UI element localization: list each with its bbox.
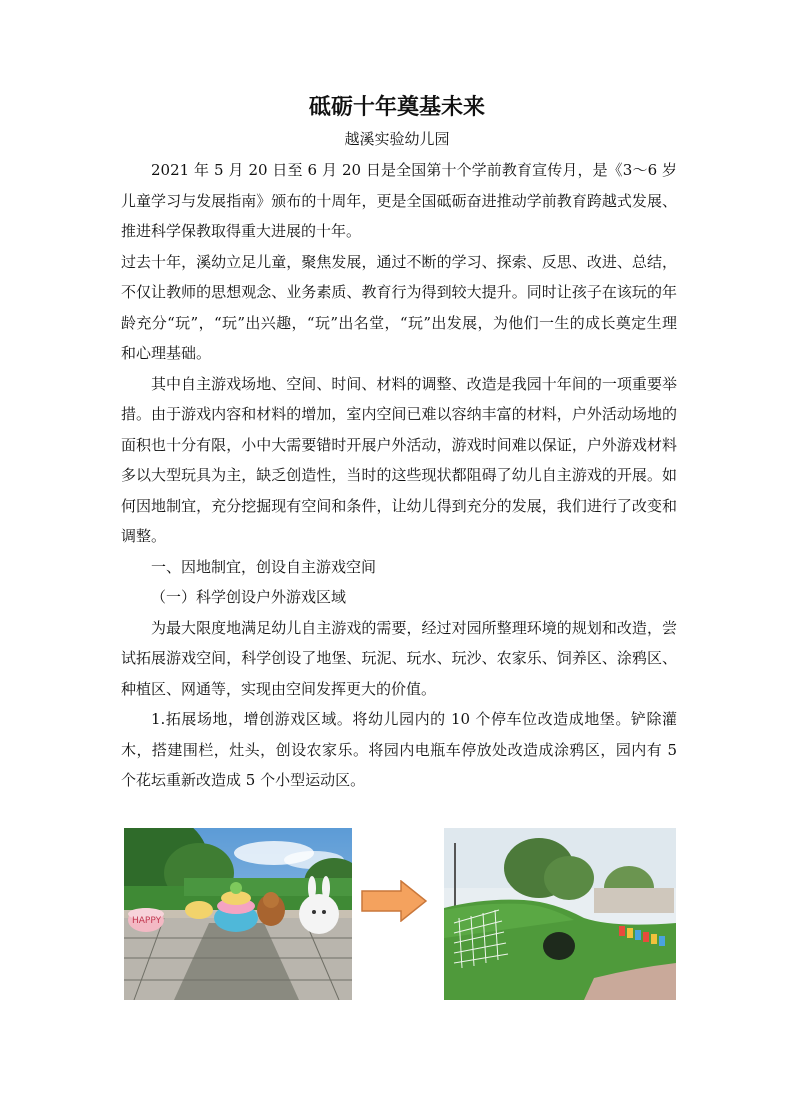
paragraph-expansion: 1.拓展场地，增创游戏区域。将幼儿园内的 10 个停车位改造成地堡。铲除灌木，搭建围栏，灶头，创设农家乐。将园内电瓶车停放处改造成涂鸦区，园内有 5 个花坛重新改造成 5 个小型运动区。 (121, 710, 677, 789)
document-body (121, 155, 677, 796)
document-title: 砥砺十年奠基未来 (308, 95, 485, 120)
paragraph-measures: 其中自主游戏场地、空间、时间、材料的调整、改造是我园十年间的一项重要举措。由于游戏内容和材料的增加，室内空间已难以容纳丰富的材料，户外活动场地的面积也十分有限，小中大需要错时开展户外活动，游戏时间难以保证，户外游戏材料多以大型玩具为主，缺乏创造性，当时的这些现状都阻碍了幼儿自主游戏的开展。如何因地制宜，充分挖掘现有空间和条件，让幼儿得到充分的发展，我们进行了改变和调整。 (121, 374, 677, 545)
paragraph-intro: 2021 年 5 月 20 日至 6 月 20 日是全国第十个学前教育宣传月，是《3～6 岁儿童学习与发展指南》颁布的十周年，更是全国砥砺奋进推动学前教育跨越式发展、推进科学保教取得重大进展的十年。 (121, 161, 677, 240)
after-photo (444, 828, 676, 1000)
document-subtitle: 越溪实验幼儿园 (344, 130, 450, 148)
subsection-heading: （一）科学创设户外游戏区域 (151, 588, 347, 606)
before-photo (124, 828, 352, 1000)
paragraph-zones: 为最大限度地满足幼儿自主游戏的需要，经过对园所整理环境的规划和改造，尝试拓展游戏空间，科学创设了地堡、玩泥、玩水、玩沙、农家乐、饲养区、涂鸦区、种植区、网通等，实现由空间发挥更大的价值。 (121, 618, 677, 698)
transition-arrow (361, 880, 427, 922)
paragraph-decade: 过去十年，溪幼立足儿童，聚焦发展，通过不断的学习、探索、反思、改进、总结，不仅让教师的思想观念、业务素质、教育行为得到较大提升。同时让孩子在该玩的年龄充分“玩”，“玩”出兴趣，“玩”出名堂，“玩”出发展，为他们一生的成长奠定生理和心理基础。 (121, 252, 677, 362)
before-after-figure (121, 828, 677, 1003)
happy-sign: HAPPY (132, 916, 162, 926)
section-heading: 一、因地制宜，创设自主游戏空间 (151, 557, 377, 576)
